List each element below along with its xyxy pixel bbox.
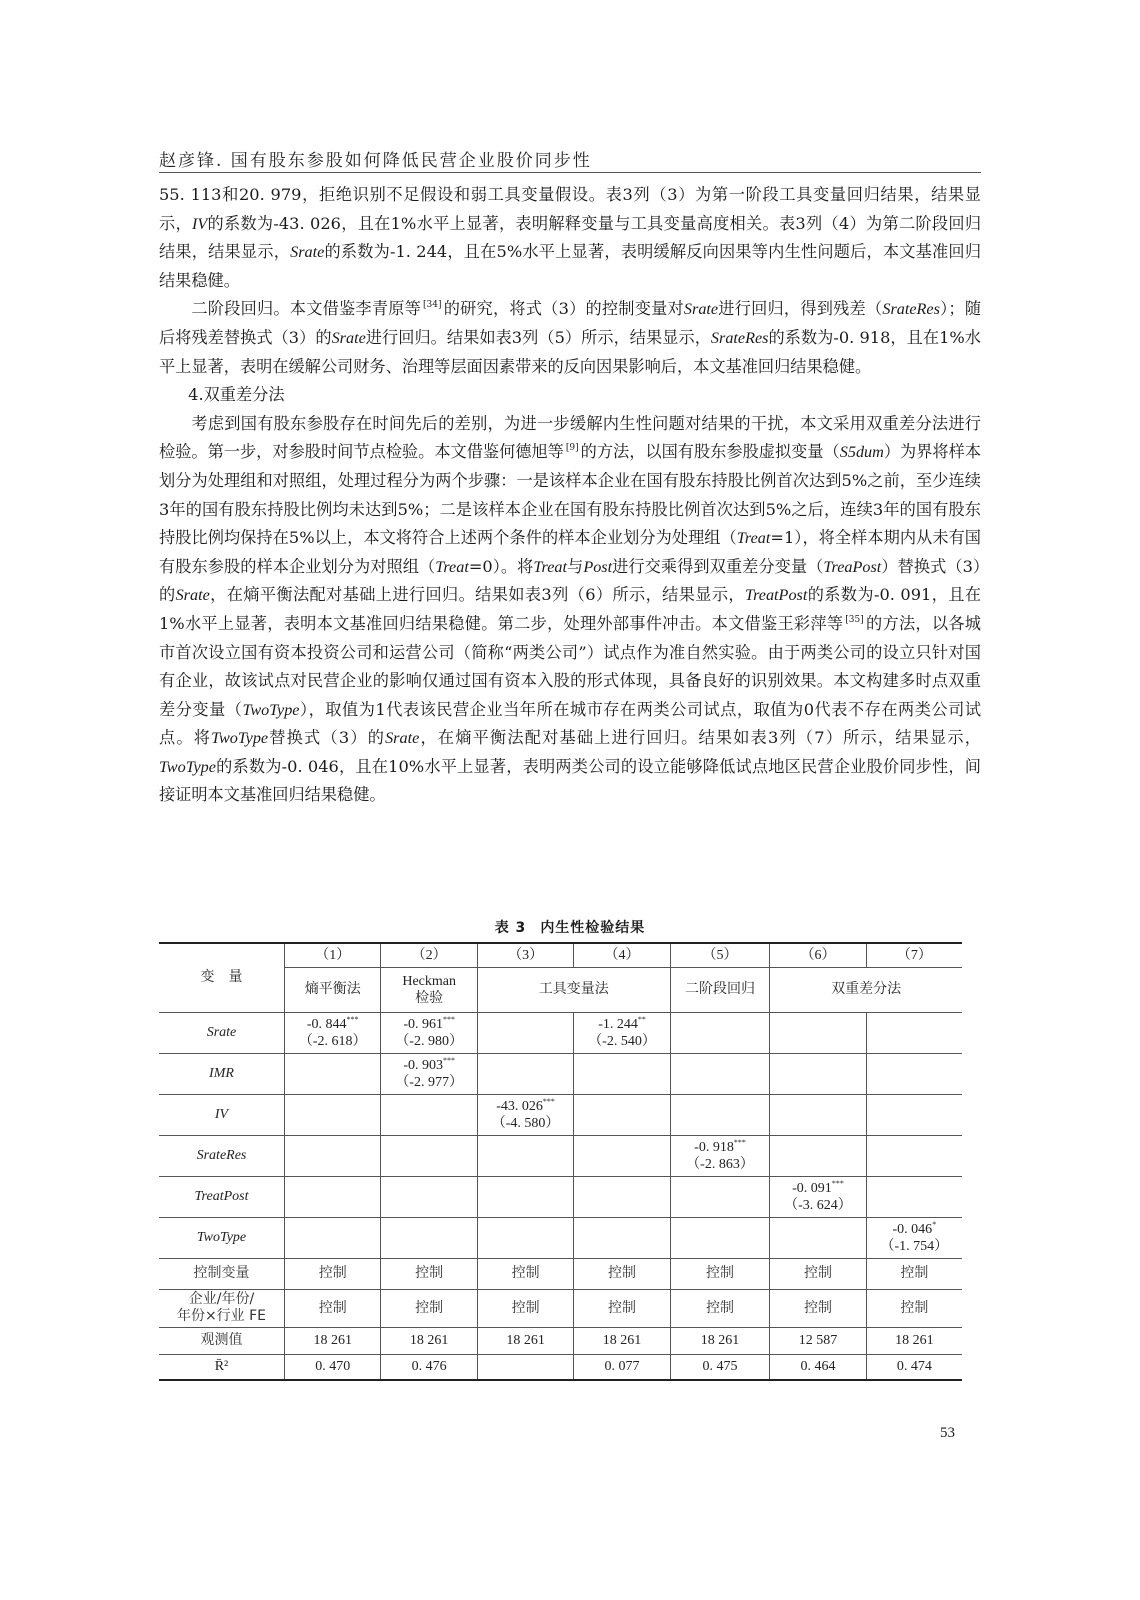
cell: 18 261 xyxy=(574,1327,670,1354)
table-caption xyxy=(159,917,981,937)
table-header-row xyxy=(159,943,962,967)
cell-empty xyxy=(670,1094,770,1135)
cell: 12 587 xyxy=(770,1327,866,1354)
cell: 18 261 xyxy=(866,1327,962,1354)
cell-empty xyxy=(670,1217,770,1258)
cell-empty xyxy=(574,1217,670,1258)
table-row-treatpost xyxy=(159,1176,962,1217)
header-variable: 变 量 xyxy=(159,943,285,1012)
cell: 18 261 xyxy=(381,1327,477,1354)
row-label: R̄² xyxy=(159,1354,285,1380)
table-row-srateres xyxy=(159,1135,962,1176)
cell-empty xyxy=(381,1094,477,1135)
table-row-srate xyxy=(159,1012,962,1053)
cell: 控制 xyxy=(477,1258,573,1289)
header-col-5: （5） xyxy=(670,943,770,967)
cell-empty xyxy=(770,1217,866,1258)
row-label: Srate xyxy=(159,1012,285,1053)
cell-empty xyxy=(574,1135,670,1176)
method-two-stage: 二阶段回归 xyxy=(670,967,770,1012)
cell: -0. 844*** （-2. 618） xyxy=(285,1012,381,1053)
header-rule xyxy=(159,172,981,173)
running-header: 赵彦锋. 国有股东参股如何降低民营企业股价同步性 xyxy=(159,151,592,171)
cell: 控制 xyxy=(381,1258,477,1289)
cell: 控制 xyxy=(285,1258,381,1289)
cell: 控制 xyxy=(866,1258,962,1289)
cell-empty xyxy=(477,1012,573,1053)
cell: 0. 475 xyxy=(670,1354,770,1380)
cell: 0. 470 xyxy=(285,1354,381,1380)
cell: -1. 244** （-2. 540） xyxy=(574,1012,670,1053)
cell: 控制 xyxy=(574,1258,670,1289)
cell-empty xyxy=(285,1053,381,1094)
method-iv: 工具变量法 xyxy=(477,967,670,1012)
cell: 控制 xyxy=(574,1289,670,1327)
cell-empty xyxy=(285,1217,381,1258)
header-col-4: （4） xyxy=(574,943,670,967)
table-row-fixed-effects xyxy=(159,1289,962,1327)
cell: 0. 476 xyxy=(381,1354,477,1380)
cell-empty xyxy=(770,1094,866,1135)
header-col-7: （7） xyxy=(866,943,962,967)
cell: 18 261 xyxy=(670,1327,770,1354)
cell-empty xyxy=(381,1217,477,1258)
cell: -43. 026*** （-4. 580） xyxy=(477,1094,573,1135)
cell-empty xyxy=(670,1053,770,1094)
method-heckman: Heckman 检验 xyxy=(381,967,477,1012)
cell-empty xyxy=(866,1094,962,1135)
cell: -0. 918*** （-2. 863） xyxy=(670,1135,770,1176)
cell-empty xyxy=(285,1094,381,1135)
row-label: 企业/年份/ 年份×行业 FE xyxy=(159,1289,285,1327)
page-number: 53 xyxy=(940,1425,955,1441)
citation-ref[interactable]: [35] xyxy=(845,614,864,625)
header-col-1: （1） xyxy=(285,943,381,967)
table-row-adj-r2 xyxy=(159,1354,962,1380)
cell: 控制 xyxy=(477,1289,573,1327)
cell: 0. 464 xyxy=(770,1354,866,1380)
method-entropy-balance: 熵平衡法 xyxy=(285,967,381,1012)
cell: -0. 091*** （-3. 624） xyxy=(770,1176,866,1217)
cell-empty xyxy=(670,1012,770,1053)
cell-empty xyxy=(574,1176,670,1217)
citation-ref[interactable]: [34] xyxy=(423,300,442,311)
cell-empty xyxy=(285,1176,381,1217)
cell: 控制 xyxy=(670,1258,770,1289)
row-label: TreatPost xyxy=(159,1176,285,1217)
cell: -0. 903*** （-2. 977） xyxy=(381,1053,477,1094)
paragraph-did: 考虑到国有股东参股存在时间先后的差别，为进一步缓解内生性问题对结果的干扰，本文采用双重差分法进行检验。第一步，对参股时间节点检验。本文借鉴何德旭等 [9] 的方法，以国有股东参股虚拟变量（S5dum）为界将样本划分为处理组和对照组，处理过程分为两个步骤：一是该样本企业在国有股东持股比例首次达到5%之前，至少连续3年的国有股东持股比例均未达到5%；二是该样本企业在国有股东持股比例首次达到5%之后，连续3年的国有股东持股比例均保持在5%以上，本文将符合上述两个条件的样本企业划分为处理组（Treat=1），将全样本期内从未有国有股东参股的样本企业划分为对照组（Treat=0）。将Treat与Post进行交乘得到双重差分变量（TreaPost）替换式（3）的Srate，在熵平衡法配对基础上进行回归。结果如表3列（6）所示，结果显示，TreatPost的系数为-0. 091，且在1%水平上显著，表明本文基准回归结果稳健。第二步，处理外部事件冲击。本文借鉴王彩萍等 [35] 的方法，以各城市首次设立国有资本投资公司和运营公司（简称“两类公司”）试点作为准自然实验。由于两类公司的设立只针对国有企业，故该试点对民营企业的影响仅通过国有资本入股的形式体现，具备良好的识别效果。本文构建多时点双重差分变量（TwoType），取值为1代表该民营企业当年所在城市存在两类公司试点，取值为0代表不存在两类公司试点。将TwoType替换式（3）的Srate，在熵平衡法配对基础上进行回归。结果如表3列（7）所示，结果显示，TwoType的系数为-0. 046，且在10%水平上显著，表明两类公司的设立能够降低试点地区民营企业股价同步性，间接证明本文基准回归结果稳健。 xyxy=(159,413,982,805)
header-col-2: （2） xyxy=(381,943,477,967)
cell-empty xyxy=(574,1053,670,1094)
table-title: 内生性检验结果 xyxy=(540,920,646,936)
cell: 18 261 xyxy=(477,1327,573,1354)
paragraph-iv-results: 55. 113和20. 979，拒绝识别不足假设和弱工具变量假设。表3列（3）为第一阶段工具变量回归结果，结果显示，IV的系数为-43. 026，且在1%水平上显著，表明解释变量与工具变量高度相关。表3列（4）为第二阶段回归结果，结果显示，Srate的系数为-1. 244，且在5%水平上显著，表明缓解反向因果等内生性问题后，本文基准回归结果稳健。 xyxy=(159,185,982,290)
cell-empty xyxy=(866,1012,962,1053)
cell: 18 261 xyxy=(285,1327,381,1354)
row-label: TwoType xyxy=(159,1217,285,1258)
cell-empty xyxy=(285,1135,381,1176)
body-text xyxy=(159,181,981,810)
results-table xyxy=(159,942,962,1381)
cell-empty xyxy=(670,1176,770,1217)
row-label: IMR xyxy=(159,1053,285,1094)
cell: 0. 474 xyxy=(866,1354,962,1380)
cell-empty xyxy=(574,1094,670,1135)
cell: -0. 046* （-1. 754） xyxy=(866,1217,962,1258)
cell: 控制 xyxy=(770,1289,866,1327)
citation-ref[interactable]: [9] xyxy=(565,443,579,454)
table-row-iv xyxy=(159,1094,962,1135)
row-label: 观测值 xyxy=(159,1327,285,1354)
cell xyxy=(477,1354,573,1380)
table-row-twotype xyxy=(159,1217,962,1258)
table-number: 表 3 xyxy=(494,920,527,936)
table-row-imr xyxy=(159,1053,962,1094)
row-label: 控制变量 xyxy=(159,1258,285,1289)
cell-empty xyxy=(381,1135,477,1176)
cell: 控制 xyxy=(866,1289,962,1327)
method-did: 双重差分法 xyxy=(770,967,962,1012)
paragraph-two-stage: 二阶段回归。本文借鉴李青原等 [34] 的研究，将式（3）的控制变量对Srate进行回归，得到残差（SrateRes）；随后将残差替换式（3）的Srate进行回归。结果如表3列（5）所示，结果显示，SrateRes的系数为-0. 918，且在1%水平上显著，表明在缓解公司财务、治理等层面因素带来的反向因果影响后，本文基准回归结果稳健。 xyxy=(159,299,982,376)
cell-empty xyxy=(866,1053,962,1094)
cell-empty xyxy=(381,1176,477,1217)
header-col-6: （6） xyxy=(770,943,866,967)
cell: 控制 xyxy=(381,1289,477,1327)
table-row-observations xyxy=(159,1327,962,1354)
row-label: SrateRes xyxy=(159,1135,285,1176)
cell-empty xyxy=(770,1012,866,1053)
cell: 控制 xyxy=(770,1258,866,1289)
cell-empty xyxy=(770,1053,866,1094)
header-col-3: （3） xyxy=(477,943,573,967)
cell: 控制 xyxy=(285,1289,381,1327)
section-subheading: 4.双重差分法 xyxy=(188,385,285,405)
cell-empty xyxy=(866,1176,962,1217)
row-label: IV xyxy=(159,1094,285,1135)
cell-empty xyxy=(477,1135,573,1176)
cell-empty xyxy=(770,1135,866,1176)
table-row-controls xyxy=(159,1258,962,1289)
cell: 0. 077 xyxy=(574,1354,670,1380)
cell: -0. 961*** （-2. 980） xyxy=(381,1012,477,1053)
cell-empty xyxy=(477,1176,573,1217)
cell-empty xyxy=(477,1053,573,1094)
cell-empty xyxy=(866,1135,962,1176)
cell: 控制 xyxy=(670,1289,770,1327)
cell-empty xyxy=(477,1217,573,1258)
